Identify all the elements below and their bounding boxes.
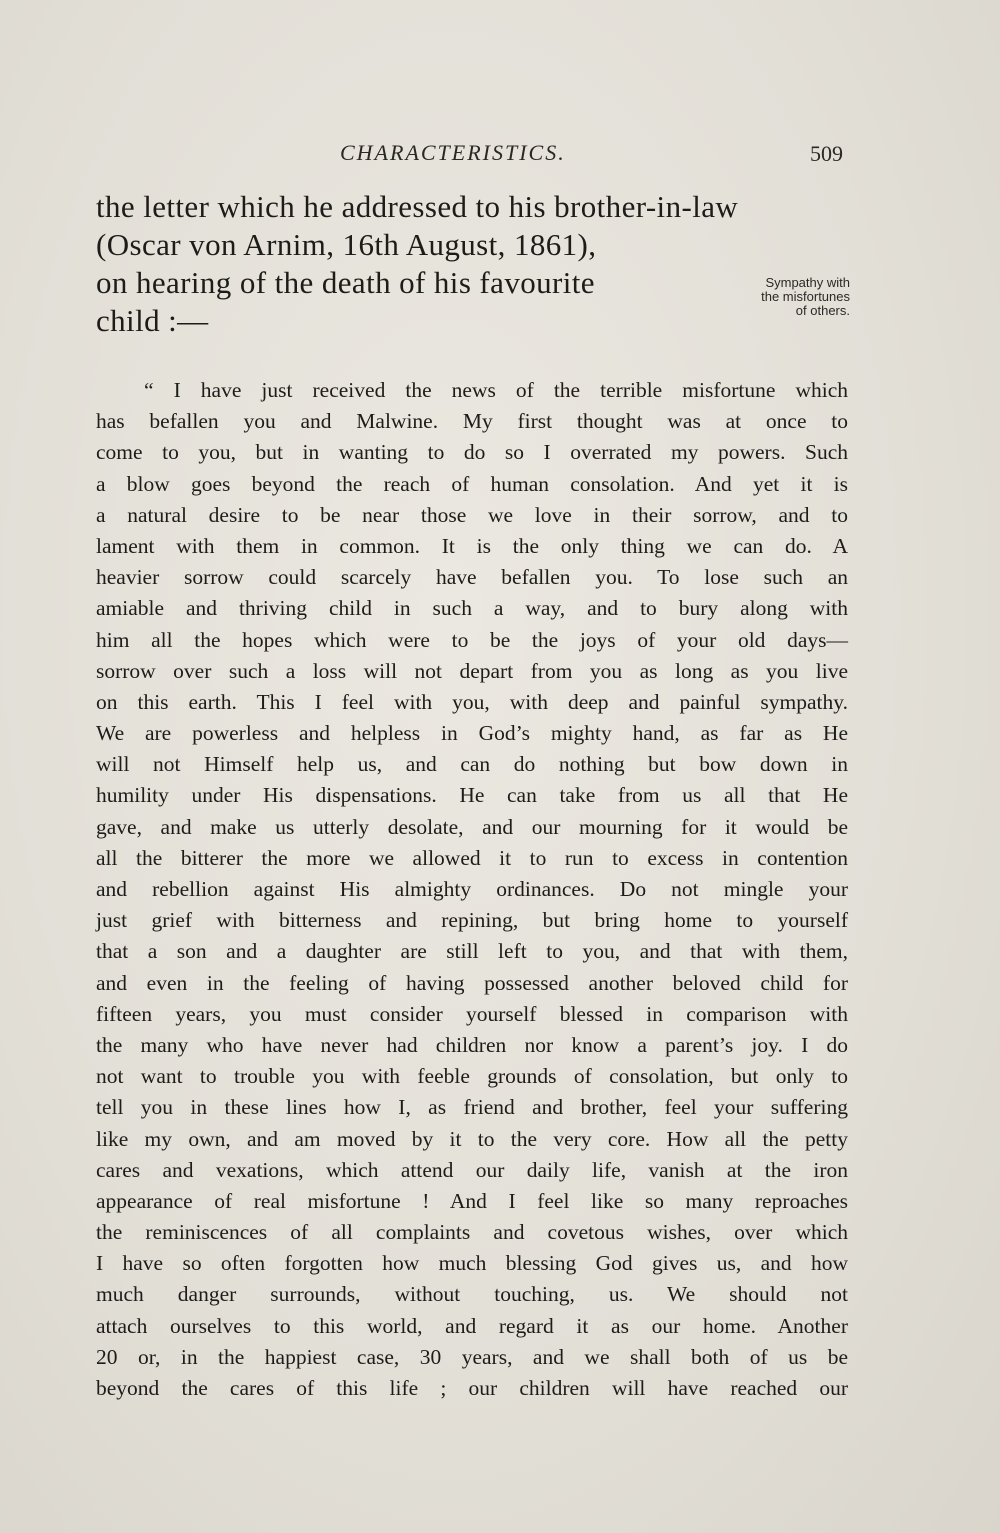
body-line: and even in the feeling of having possessed another beloved child for bbox=[96, 970, 848, 995]
body-line: a blow goes beyond the reach of human consolation. And yet it is bbox=[96, 471, 848, 496]
body-line: lament with them in common. It is the only thing we can do. A bbox=[96, 533, 848, 558]
intro-line: on hearing of the death of his favourite bbox=[96, 265, 595, 300]
intro-line: the letter which he addressed to his brother-in-law bbox=[96, 189, 739, 224]
body-line: I have so often forgotten how much blessing God gives us, and how bbox=[96, 1251, 848, 1276]
body-line: heavier sorrow could scarcely have befallen you. To lose such an bbox=[96, 565, 848, 590]
body-line: a natural desire to be near those we love in their sorrow, and to bbox=[96, 502, 848, 527]
running-title: CHARACTERISTICS. bbox=[340, 140, 566, 165]
body-line: on this earth. This I feel with you, with deep and painful sympathy. bbox=[96, 689, 848, 714]
body-line: attach ourselves to this world, and regard it as our home. Another bbox=[96, 1313, 848, 1338]
body-line: the many who have never had children nor know a parent’s joy. I do bbox=[96, 1032, 848, 1057]
body-line: humility under His dispensations. He can take from us all that He bbox=[96, 783, 848, 808]
body-line: We are powerless and helpless in God’s mighty hand, as far as He bbox=[96, 721, 848, 746]
body-line: much danger surrounds, without touching, us. We should not bbox=[96, 1282, 848, 1307]
margin-note-line: of others. bbox=[795, 303, 850, 318]
body-line: him all the hopes which were to be the joys of your old days— bbox=[96, 627, 848, 652]
body-line: tell you in these lines how I, as friend and brother, feel your suffering bbox=[96, 1095, 848, 1120]
body-line: appearance of real misfortune ! And I feel like so many reproaches bbox=[96, 1188, 848, 1213]
page-number: 509 bbox=[810, 141, 843, 166]
body-line: the reminiscences of all complaints and covetous wishes, over which bbox=[96, 1220, 848, 1245]
intro-line: (Oscar von Arnim, 16th August, 1861), bbox=[96, 227, 597, 262]
margin-note-line: Sympathy with bbox=[765, 275, 850, 290]
body-line: has befallen you and Malwine. My first thought was at once to bbox=[96, 409, 848, 434]
body-line: come to you, but in wanting to do so I overrated my powers. Such bbox=[96, 440, 848, 465]
intro-line: child :— bbox=[96, 303, 209, 338]
body-line: gave, and make us utterly desolate, and our mourning for it would be bbox=[96, 814, 848, 839]
letter-quotation bbox=[96, 375, 848, 1404]
body-line: fifteen years, you must consider yourself blessed in comparison with bbox=[96, 1001, 848, 1026]
body-line: amiable and thriving child in such a way, and to bury along with bbox=[96, 596, 848, 621]
body-line: sorrow over such a loss will not depart from you as long as you live bbox=[96, 658, 848, 683]
body-line: like my own, and am moved by it to the very core. How all the petty bbox=[96, 1126, 848, 1151]
body-line: just grief with bitterness and repining, but bring home to yourself bbox=[96, 908, 848, 933]
body-line: beyond the cares of this life ; our children will have reached our bbox=[96, 1376, 848, 1400]
margin-note-line: the misfortunes bbox=[761, 289, 850, 304]
body-line: and rebellion against His almighty ordinances. Do not mingle your bbox=[96, 877, 848, 901]
body-line: will not Himself help us, and can do nothing but bow down in bbox=[96, 752, 848, 777]
body-line: that a son and a daughter are still left to you, and that with them, bbox=[96, 939, 848, 964]
body-line: “ I have just received the news of the terrible misfortune which bbox=[144, 378, 848, 402]
margin-note bbox=[705, 276, 850, 318]
body-line: all the bitterer the more we allowed it to run to excess in contention bbox=[96, 845, 848, 870]
body-line: not want to trouble you with feeble grounds of consolation, but only to bbox=[96, 1064, 848, 1089]
body-line: 20 or, in the happiest case, 30 years, and we shall both of us be bbox=[96, 1344, 848, 1369]
body-line: cares and vexations, which attend our daily life, vanish at the iron bbox=[96, 1157, 848, 1182]
